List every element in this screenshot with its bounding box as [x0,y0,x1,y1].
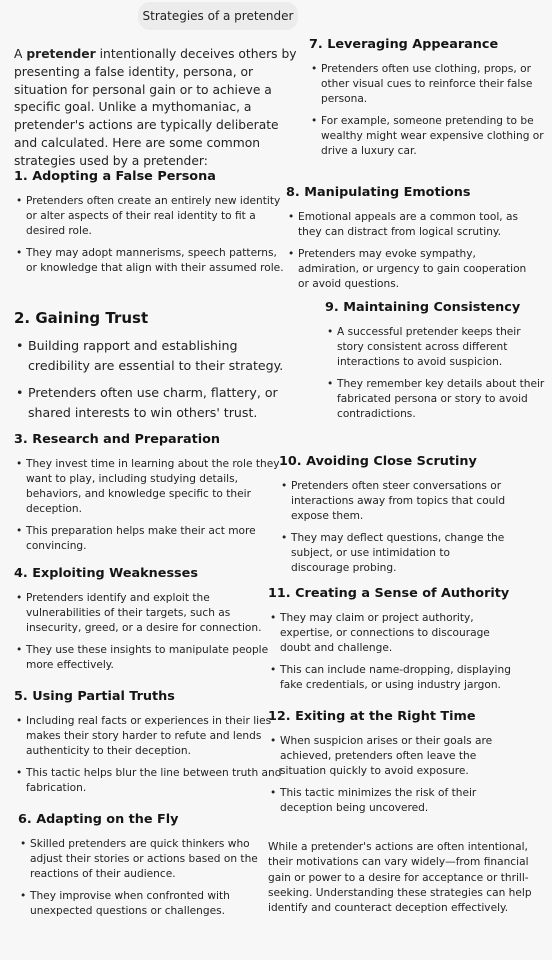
bullet-list [14,457,284,554]
section-heading: 2. Gaining Trust [14,309,149,327]
bullet-item: • Including real facts or experiences in their lies makes their story harder to refute and lends authenticity to their deception. [14,714,282,759]
bullet-item: • For example, someone pretending to be wealthy might wear expensive clothing or drive a luxury car. [309,114,545,159]
document-title: Strategies of a pretender [138,2,298,30]
bullet-list [268,611,520,693]
section-heading: 7. Leveraging Appearance [309,37,499,52]
section-heading: 4. Exploiting Weaknesses [14,566,198,581]
bullet-item: • This tactic helps blur the line between truth and fabrication. [14,766,282,796]
bullet-item: • Pretenders often use charm, flattery, or shared interests to win others' trust. [14,383,296,423]
section-heading: 12. Exiting at the Right Time [268,709,476,724]
section-heading: 3. Research and Preparation [14,432,221,447]
section-heading: 1. Adopting a False Persona [14,169,216,184]
section-6 [18,811,280,926]
bullet-item: • They invest time in learning about the role they want to play, including studying details, behaviors, and knowledge specific to their deception. [14,457,284,517]
section-heading: 5. Using Partial Truths [14,689,175,704]
section-8 [286,184,536,299]
bullet-item: • Emotional appeals are a common tool, as they can distract from logical scrutiny. [286,210,536,240]
section-11 [268,585,520,700]
section-3 [14,431,284,561]
section-2 [14,308,296,430]
conclusion-paragraph: While a pretender's actions are often intentional, their motivations can vary widely—from financial gain or power to a desire for acceptance or thrill-seeking. Understanding these strategies can help identify and counteract deception effectively. [268,841,532,915]
bullet-item: • They may adopt mannerisms, speech patterns, or knowledge that align with their assumed role. [14,246,290,276]
bullet-list [286,210,536,292]
bullet-item: • Pretenders often steer conversations or interactions away from topics that could expose them. [279,479,511,524]
section-12 [268,708,516,823]
bullet-item: • Building rapport and establishing credibility are essential to their strategy. [14,336,296,376]
bullet-list [14,591,280,673]
bullet-list [14,194,290,276]
bullet-item: • They may deflect questions, change the subject, or use intimidation to discourage probing. [279,531,511,576]
intro-paragraph: A pretender intentionally deceives others by presenting a false identity, persona, or situation for personal gain or to achieve a specific goal. Unlike a mythomaniac, a pretender's actions are typically deliberate and calculated. Here are some common strategies used by a pretender: [14,47,297,168]
bullet-item: • They improvise when confronted with unexpected questions or challenges. [18,889,280,919]
section-1 [14,168,290,283]
bullet-item: • This preparation helps make their act more convincing. [14,524,284,554]
bullet-item: • They use these insights to manipulate people more effectively. [14,643,280,673]
section-heading: 11. Creating a Sense of Authority [268,586,510,601]
section-heading: 10. Avoiding Close Scrutiny [279,454,477,469]
bullet-list [309,62,545,159]
section-4 [14,565,280,680]
bullet-item: • This can include name-dropping, displaying fake credentials, or using industry jargon. [268,663,520,693]
bullet-item: • A successful pretender keeps their story consistent across different interactions to avoid suspicion. [325,325,547,370]
bullet-item: • They remember key details about their fabricated persona or story to avoid contradictions. [325,377,547,422]
section-heading: 9. Maintaining Consistency [325,300,521,315]
bullet-list [279,479,511,576]
section-5 [14,688,282,803]
bullet-item: • This tactic minimizes the risk of their deception being uncovered. [268,786,516,816]
section-7 [309,36,545,166]
bullet-item: • Pretenders identify and exploit the vulnerabilities of their targets, such as insecurity, greed, or a desire for connection. [14,591,280,636]
bullet-list [18,837,280,919]
section-9 [325,299,547,429]
bullet-list [268,734,516,816]
section-10 [279,453,511,583]
bullet-item: • Pretenders often use clothing, props, or other visual cues to reinforce their false persona. [309,62,545,107]
section-heading: 8. Manipulating Emotions [286,185,471,200]
bullet-item: • Pretenders may evoke sympathy, admiration, or urgency to gain cooperation or avoid questions. [286,247,536,292]
bullet-item: • When suspicion arises or their goals are achieved, pretenders often leave the situation quickly to avoid exposure. [268,734,516,779]
bullet-item: • Pretenders often create an entirely new identity or alter aspects of their real identity to fit a desired role. [14,194,290,239]
bullet-list [14,714,282,796]
bullet-item: • They may claim or project authority, expertise, or connections to discourage doubt and challenge. [268,611,520,656]
bullet-item: • Skilled pretenders are quick thinkers who adjust their stories or actions based on the reactions of their audience. [18,837,280,882]
bullet-list [14,336,296,423]
section-heading: 6. Adapting on the Fly [18,812,179,827]
intro-keyword: pretender [26,47,96,61]
bullet-list [325,325,547,422]
